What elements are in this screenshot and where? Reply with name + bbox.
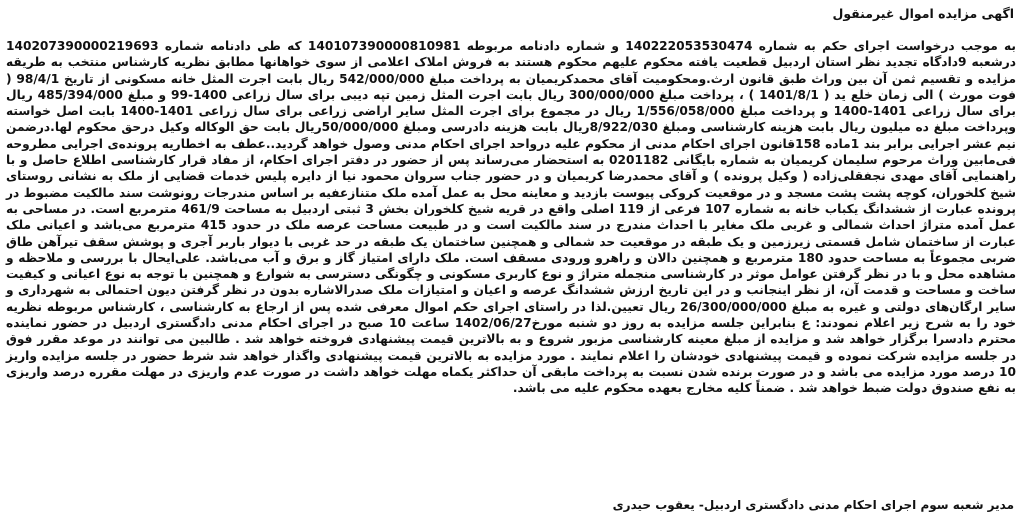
notice-title: اگهی مزایده اموال غیرمنقول (832, 6, 1014, 21)
notice-signature: مدیر شعبه سوم اجرای احکام مدنی دادگستری اردبیل- یعقوب حیدری (612, 498, 1014, 512)
notice-body: به موجب درخواست اجرای حکم به شماره 140222053530474 و شماره دادنامه مربوطه 140107390000810981 که طی دادنامه شماره 140207390000219693 درشعبه 9دادگاه تجدید نظر استان اردبیل قطعیت یافته محکوم علیهم محکوم هستند به فروش املاک اعلامی از سوی خواهانها مطابق نظریه کارشناس منتخب به طریقه مزایده و تقسیم ثمن آن بین وراث طبق قانون ارث.ومحکومیت آقای محمدکریمیان به پرداخت مبلغ 542/000/000 ریال بابت اجرت المثل خانه مسکونی از تاریخ 98/4/1 ( فوت مورث ) الی زمان خلع ید ( 1401/8/1 ) ، پرداخت مبلغ 300/000/000 ریال بابت اجرت المثل زمین تپه دیبی برای سال زراعی 1400-99 و مبلغ 485/394/000 ریال برای سال زراعی 1401-1400 و پرداخت مبلغ 1/556/058/000 ریال در مجموع برای اجرت المثل سایر اراضی زراعی برای سال زراعی 1401-1400 بابت اصل خواسته وپرداخت مبلغ ده میلیون ریال بابت هزینه کارشناسی ومبلغ 8/922/030ریال بابت هزینه دادرسی ومبلغ 50/000/000ریال بابت حق الوکاله وکیل درحق محکوم لها.درضمن نیم عشر اجرایی برابر بند 1ماده 158قانون اجرای احکام مدنی از محکوم علیه درواحد اجرای احکام مدنی وصول خواهد گردید..عطف به اخطاریه پرونده‌ی اجرایی مطروحه فی‌مابین وراث مرحوم سلیمان کریمیان به شماره بایگانی 0201182 به استحضار می‌رساند پس از حضور در دفتر اجرای احکام، از مفاد قرار کارشناسی اطلاع حاصل و با راهنمایی آقای مهدی نجفقلی‌زاده ( وکیل پرونده ) و آقای محمدرضا کریمیان و در حضور جناب سروان محمود نیا از دایره پلیس خدمات قضایی از ملک به نشانی روستای شیخ کلخوران، کوچه پشت پشت مسجد و در موقعیت کروکی پیوست بازدید و معاینه محل به عمل آمده ملک متنازعفیه بر اساس مندرجات رونوشت سند مالکیت مضبوط در پرونده عبارت از ششدانگ یکباب خانه به شماره 107 فرعی از 119 اصلی واقع در قریه شیخ کلخوران بخش 3 ثبتی اردبیل به مساحت 461/9 مترمربع است. در مساحی به عمل آمده متراژ احداث شمالی و غربی ملک مغایر با احداث مندرج در سند مالکیت است و در طبیعت مساحت عرصه ملک در حدود 415 مترمربع می‌باشد و اعیانی ملک عبارت از ساختمان شامل قسمتی زیرزمین و یک طبقه در موقعیت حد شمالی و همچنین ساختمان یک طبقه در حد غربی با دیوار باربر آجری و پوشش سقف تیرآهن طاق ضربی مجموعاً به مساحت حدود 180 مترمربع و همچنین دالان و راهرو ورودی مسقف است. ملک دارای امتیاز گاز و برق و آب می‌باشد. علی‌ایحال با بررسی و ملاحظه و مشاهده محل و با در نظر گرفتن عوامل موثر در کارشناسی منجمله متراژ و نوع کاربری مسکونی و چگونگی دسترسی به شوارع و همچنین با توجه به نوع اعیانی و کیفیت ساخت و مساحت و قدمت آن، از نظر اینجانب و در این تاریخ ارزش ششدانگ عرصه و اعیان و امتیازات ملک صدرالاشاره بدون در نظر گرفتن دیون احتمالی به شهرداری و سایر ارگان‌های دولتی و غیره به مبلغ 26/300/000/000 ریال تعیین.لذا در راستای اجرای حکم اموال معرفی شده پس از ارجاع به کارشناسی ، کارشناس مربوطه نظریه خود را به شرح زیر اعلام نمودند: ع بنابراین جلسه مزایده به روز دو شنبه مورخ1402/06/27 ساعت 10 صبح در اجرای احکام مدنی دادگستری اردبیل در حضور نماینده محترم دادسرا برگزار خواهد شد و مزایده از مبلغ معینه کارشناسی مزبور شروع و به بالاترین قیمت پیشنهادی فروخته خواهد شد . طالبین می توانند در موعد مقرر فوق در جلسه مزایده شرکت نموده و قیمت پیشنهادی خودشان را اعلام نمایند . مورد مزایده به بالاترین قیمت پیشنهادی واگذار خواهد شد شرط حضور در جلسه مزایده واریز 10 درصد مورد مزایده می باشد و در صورت برنده شدن نسبت به پرداخت مابقی آن حداکثر یکماه مهلت خواهد داشت در صورت عدم واریزی در مهلت مقرره درصد واریزی به نفع صندوق دولت ضبط خواهد شد . ضمناً کلیه مخارج بعهده محکوم علیه می باشد. (6, 39, 1017, 396)
